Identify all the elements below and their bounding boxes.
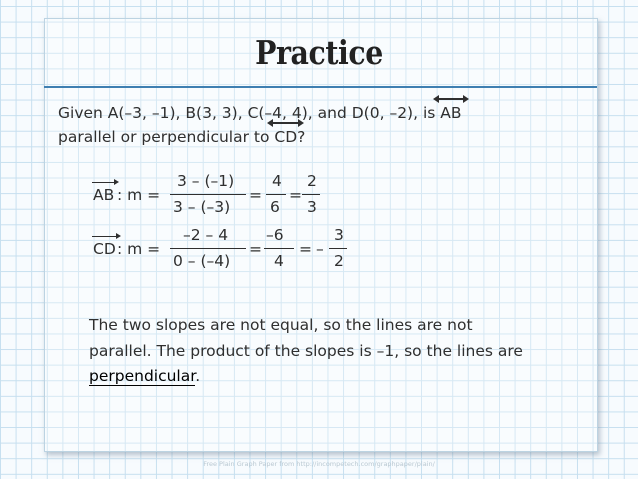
fraction-bar (170, 194, 246, 195)
ray-icon (92, 182, 115, 183)
answer-highlight: perpendicular (89, 367, 196, 385)
fraction-bar (264, 248, 294, 249)
fraction-numerator: 2 (307, 172, 317, 190)
fraction-bar (170, 248, 246, 249)
slide-title: Practice (255, 33, 383, 72)
ray-cd (93, 240, 116, 258)
fraction-denominator: 2 (334, 252, 344, 270)
fraction-numerator: 4 (272, 172, 282, 190)
fraction-numerator: 3 (334, 226, 344, 244)
segment-cd (274, 128, 297, 146)
equals-sign: = (249, 240, 262, 258)
slope-ab-eq: : m = (117, 186, 161, 204)
fraction-denominator: 6 (270, 198, 280, 216)
answer-line-2: parallel. The product of the slopes is –1, so the lines are (89, 342, 523, 360)
fraction-bar (302, 194, 320, 195)
question-text: parallel or perpendicular to (58, 128, 275, 146)
answer-period: . (195, 367, 201, 385)
ray-ab-label: AB (93, 186, 115, 204)
fraction-numerator: –2 – 4 (183, 226, 229, 244)
line-arrow-icon (272, 122, 299, 124)
fraction-denominator: 3 – (–3) (173, 198, 231, 216)
footer-credit: Free Plain Graph Paper from http://incompetech.com/graphpaper/plain/ (203, 460, 435, 468)
title-underline (44, 86, 597, 88)
slope-cd-eq: : m = (117, 240, 161, 258)
equals-sign: = (249, 186, 262, 204)
segment-cd-label: CD (274, 128, 298, 146)
fraction-denominator: 0 – (–4) (173, 252, 231, 270)
fraction-bar (266, 194, 286, 195)
question-mark: ? (297, 128, 306, 146)
slide-panel (44, 18, 598, 452)
negative-sign: – (316, 240, 324, 258)
question-text: Given A(–3, –1), B(3, 3), C(–4, 4), and D(0, –2), is (58, 104, 441, 122)
fraction-denominator: 3 (307, 198, 317, 216)
segment-ab-label: AB (440, 104, 462, 122)
segment-ab (440, 104, 461, 122)
question-line-2 (58, 128, 305, 146)
ray-icon (92, 236, 117, 237)
fraction-denominator: 4 (274, 252, 284, 270)
ray-ab (93, 186, 114, 204)
equals-sign: = (299, 240, 312, 258)
question-line-1 (58, 104, 462, 122)
fraction-bar (329, 248, 347, 249)
fraction-numerator: –6 (266, 226, 284, 244)
answer-line-1: The two slopes are not equal, so the lines are not (89, 316, 473, 334)
line-arrow-icon (438, 98, 463, 100)
equals-sign: = (289, 186, 302, 204)
fraction-numerator: 3 – (–1) (177, 172, 235, 190)
answer-line-3 (89, 367, 200, 385)
ray-cd-label: CD (93, 240, 116, 258)
